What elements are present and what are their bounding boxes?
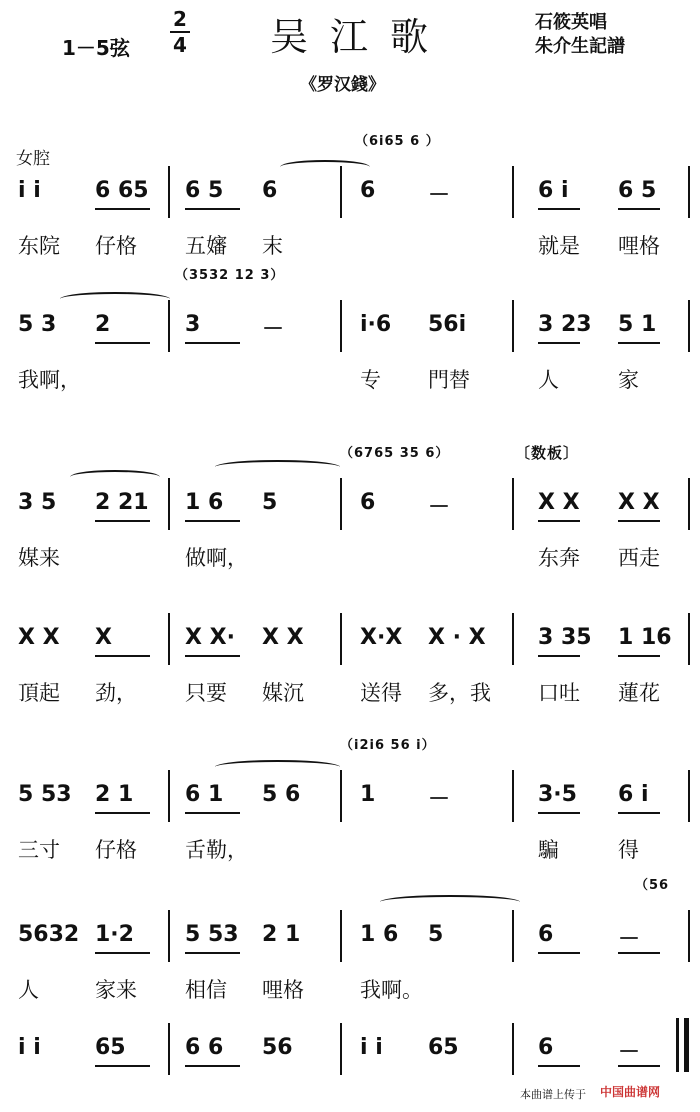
beam-line	[538, 520, 580, 522]
lyric: 家来	[95, 978, 137, 1002]
beam-line	[538, 1065, 580, 1067]
lyric: 人	[538, 368, 559, 392]
lyric: 家	[618, 368, 639, 392]
note-group: 1 6	[185, 490, 224, 515]
note-group: －	[428, 787, 451, 812]
bar-line	[168, 166, 170, 218]
lyric: 相信	[185, 978, 227, 1002]
note-group: －	[428, 183, 451, 208]
beam-line	[538, 342, 580, 344]
bar-line	[512, 613, 514, 665]
final-bar-line	[684, 1018, 689, 1072]
lyric: 西走	[618, 546, 660, 570]
singer-credit: 石筱英唱	[535, 12, 607, 33]
note-group: 5 3	[18, 312, 57, 337]
beam-line	[538, 952, 580, 954]
prelude-notes: （i2i6 56 i）	[340, 738, 436, 753]
final-bar-line	[676, 1018, 679, 1072]
note-group: 2 1	[95, 782, 134, 807]
lyric: 人	[18, 978, 39, 1002]
beam-line	[618, 520, 660, 522]
slur	[380, 895, 520, 909]
slur	[280, 160, 370, 174]
note-group: X X·	[185, 625, 235, 650]
site-logo: 中国曲谱网	[600, 1085, 661, 1099]
note-group: 1·2	[95, 922, 134, 947]
lyric: 媒来	[18, 546, 60, 570]
note-group: X X	[538, 490, 580, 515]
beam-line	[185, 952, 240, 954]
slur	[215, 460, 340, 474]
bar-line	[340, 478, 342, 530]
beam-line	[618, 1065, 660, 1067]
bar-line	[168, 613, 170, 665]
prelude-notes: （6765 35 6）	[340, 446, 450, 461]
note-group: 5 6	[262, 782, 301, 807]
note-group: 3 5	[18, 490, 57, 515]
note-group: 2	[95, 312, 111, 337]
prelude-notes: （6i65 6 ）	[355, 134, 440, 149]
note-group: 6 65	[95, 178, 149, 203]
lyric: 得	[618, 838, 639, 862]
note-group: i i	[18, 178, 41, 203]
lyric: 仔格	[95, 838, 137, 862]
lyric: 口吐	[538, 681, 580, 705]
slur	[60, 292, 170, 306]
note-group: 3·5	[538, 782, 577, 807]
note-group: 6 5	[618, 178, 657, 203]
beam-line	[95, 812, 150, 814]
bar-line	[168, 1023, 170, 1075]
beam-line	[95, 655, 150, 657]
bar-line	[688, 300, 690, 352]
note-group: 1 6	[360, 922, 399, 947]
note-group: 5	[428, 922, 444, 947]
tune-name: 《罗汉錢》	[300, 75, 385, 95]
note-group: i i	[18, 1035, 41, 1060]
lyric: 我啊。	[360, 978, 423, 1002]
role-label: 女腔	[16, 149, 50, 169]
beam-line	[185, 655, 240, 657]
beam-line	[95, 208, 150, 210]
bar-line	[340, 300, 342, 352]
bar-line	[340, 770, 342, 822]
note-group: X · X	[428, 625, 486, 650]
lyric: 劲，	[95, 681, 137, 705]
time-top: 2	[173, 7, 187, 31]
note-group: 6 1	[185, 782, 224, 807]
note-group: －	[618, 927, 641, 952]
note-group: X	[95, 625, 112, 650]
note-group: 6	[538, 1035, 554, 1060]
note-group: 1	[360, 782, 376, 807]
note-group: －	[262, 317, 285, 342]
beam-line	[95, 342, 150, 344]
bar-line	[688, 770, 690, 822]
lyric: 五嬸	[185, 234, 227, 258]
lyric: 仔格	[95, 234, 137, 258]
lyric: 頂起	[18, 681, 60, 705]
bar-line	[512, 910, 514, 962]
note-group: 2 21	[95, 490, 149, 515]
note-group: 56	[262, 1035, 293, 1060]
beam-line	[185, 342, 240, 344]
bar-line	[168, 770, 170, 822]
beam-line	[95, 520, 150, 522]
lyric: 做啊，	[185, 546, 248, 570]
bar-line	[512, 166, 514, 218]
bar-line	[688, 478, 690, 530]
note-group: 65	[95, 1035, 126, 1060]
note-group: i i	[360, 1035, 383, 1060]
note-group: 6	[360, 178, 376, 203]
note-group: 5	[262, 490, 278, 515]
lyric: 送得	[360, 681, 402, 705]
note-group: －	[428, 495, 451, 520]
note-group: X·X	[360, 625, 403, 650]
bar-line	[512, 478, 514, 530]
lyric: 三寸	[18, 838, 60, 862]
note-group: 6 i	[538, 178, 569, 203]
note-group: 5 53	[185, 922, 239, 947]
note-group: 6 6	[185, 1035, 224, 1060]
note-group: 5 1	[618, 312, 657, 337]
tempo-tag: 〔数板〕	[515, 444, 580, 462]
bar-line	[340, 1023, 342, 1075]
upload-note: 本曲谱上传于	[520, 1088, 586, 1101]
beam-line	[538, 812, 580, 814]
lyric: 媒沉	[262, 681, 304, 705]
note-group: 56i	[428, 312, 467, 337]
beam-line	[618, 342, 660, 344]
bar-line	[688, 613, 690, 665]
note-group: X X	[18, 625, 60, 650]
bar-line	[168, 300, 170, 352]
bar-line	[512, 1023, 514, 1075]
bar-line	[340, 613, 342, 665]
note-group: 6 i	[618, 782, 649, 807]
beam-line	[538, 655, 580, 657]
time-bottom: 4	[173, 33, 187, 57]
note-group: X X	[618, 490, 660, 515]
note-group: 6 5	[185, 178, 224, 203]
lyric: 我啊，	[18, 368, 81, 392]
lyric: 騙	[538, 838, 559, 862]
bar-line	[688, 166, 690, 218]
beam-line	[618, 208, 660, 210]
beam-line	[618, 952, 660, 954]
bar-line	[512, 770, 514, 822]
lyric: 专	[360, 368, 381, 392]
note-group: 65	[428, 1035, 459, 1060]
time-signature	[170, 8, 190, 56]
lyric: 东奔	[538, 546, 580, 570]
beam-line	[618, 655, 660, 657]
note-group: 3	[185, 312, 201, 337]
bar-line	[340, 910, 342, 962]
lyric: 末	[262, 234, 283, 258]
beam-line	[185, 812, 240, 814]
note-group: 3 35	[538, 625, 592, 650]
lyric: 只要	[185, 681, 227, 705]
lyric: 就是	[538, 234, 580, 258]
notator-credit: 朱介生記譜	[535, 36, 625, 57]
prelude-notes: （56	[635, 878, 670, 893]
key-signature: 1－5弦	[62, 36, 130, 60]
beam-line	[185, 208, 240, 210]
prelude-notes: （3532 12 3）	[175, 268, 285, 283]
note-group: 3 23	[538, 312, 592, 337]
lyric: 多，我	[428, 681, 491, 705]
note-group: i·6	[360, 312, 392, 337]
song-title: 吴江歌	[270, 15, 451, 59]
beam-line	[95, 1065, 150, 1067]
bar-line	[688, 910, 690, 962]
lyric: 門替	[428, 368, 470, 392]
beam-line	[95, 952, 150, 954]
lyric: 东院	[18, 234, 60, 258]
bar-line	[512, 300, 514, 352]
lyric: 哩格	[618, 234, 660, 258]
note-group: 6	[538, 922, 554, 947]
beam-line	[185, 1065, 240, 1067]
note-group: 2 1	[262, 922, 301, 947]
note-group: 6	[360, 490, 376, 515]
lyric: 哩格	[262, 978, 304, 1002]
beam-line	[618, 812, 660, 814]
beam-line	[185, 520, 240, 522]
slur	[70, 470, 160, 484]
bar-line	[168, 910, 170, 962]
note-group: 5632	[18, 922, 80, 947]
note-group: －	[618, 1040, 641, 1065]
note-group: 5 53	[18, 782, 72, 807]
lyric: 蓮花	[618, 681, 660, 705]
note-group: X X	[262, 625, 304, 650]
note-group: 6	[262, 178, 278, 203]
beam-line	[538, 208, 580, 210]
lyric: 舌勒，	[185, 838, 248, 862]
slur	[215, 760, 340, 774]
bar-line	[168, 478, 170, 530]
note-group: 1 16	[618, 625, 672, 650]
